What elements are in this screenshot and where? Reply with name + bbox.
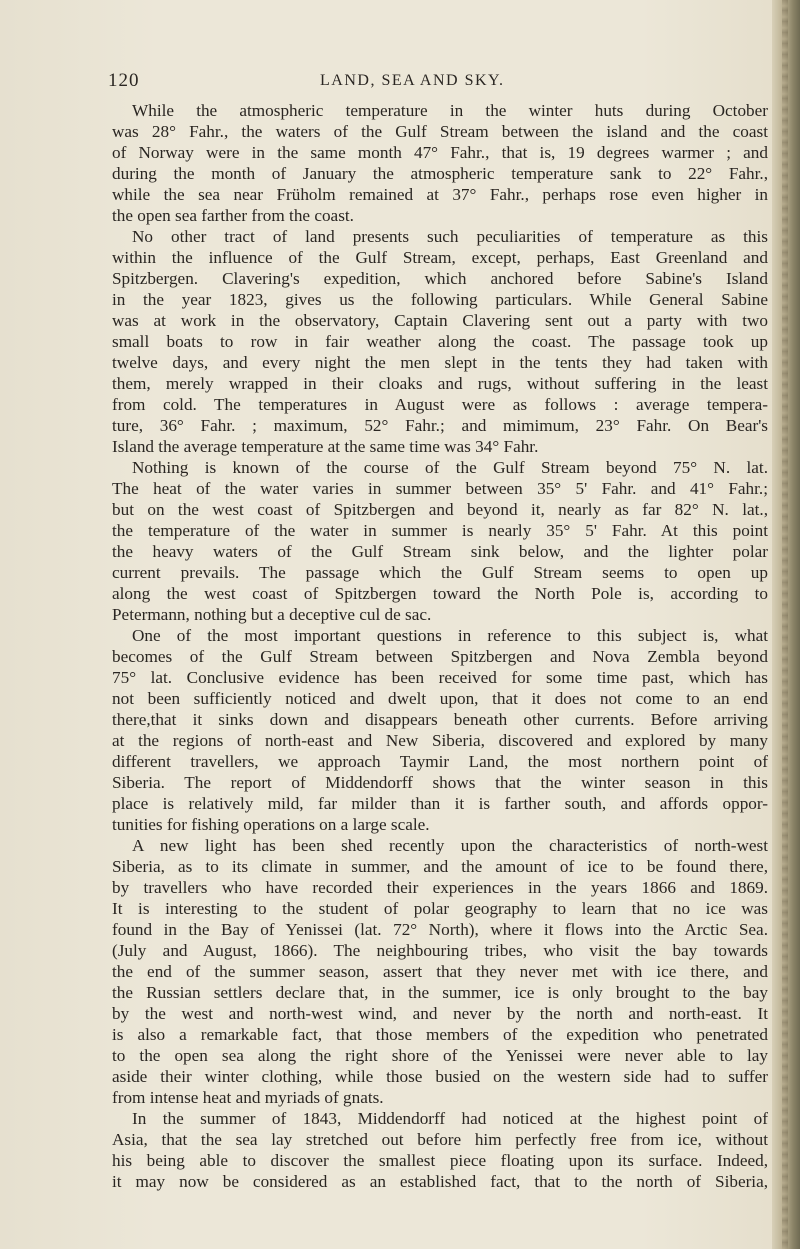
body-text (112, 100, 768, 1192)
text-line: the end of the summer season, assert that they never met with ice there, and (112, 962, 768, 981)
text-line: Siberia, as to its climate in summer, and the amount of ice to be found there, (112, 857, 768, 876)
text-line: ture, 36° Fahr. ; maximum, 52° Fahr.; and mimimum, 23° Fahr. On Bear's (112, 416, 768, 435)
text-line: the heavy waters of the Gulf Stream sink below, and the lighter polar (112, 542, 768, 561)
text-line: 75° lat. Conclusive evidence has been received for some time past, which has (112, 668, 768, 687)
text-line: the Russian settlers declare that, in the summer, ice is only brought to the bay (112, 983, 768, 1002)
text-line: not been sufficiently noticed and dwelt upon, that it does not come to an end (112, 689, 768, 708)
text-line: along the west coast of Spitzbergen toward the North Pole is, according to (112, 584, 768, 603)
text-line: Asia, that the sea lay stretched out before him perfectly free from ice, without (112, 1130, 768, 1149)
text-line: A new light has been shed recently upon the characteristics of north-west (132, 836, 768, 855)
page-edge-shadow (772, 0, 800, 1249)
text-line: it may now be considered as an established fact, that to the north of Siberia, (112, 1172, 768, 1191)
text-line: by the west and north-west wind, and never by the north and north-east. It (112, 1004, 768, 1023)
text-line: place is relatively mild, far milder than it is farther south, and affords oppor- (112, 794, 768, 813)
text-line: was at work in the observatory, Captain Clavering sent out a party with two (112, 311, 768, 330)
text-line: the temperature of the water in summer is nearly 35° 5' Fahr. At this point (112, 521, 768, 540)
text-line: from cold. The temperatures in August were as follows : average tempera- (112, 395, 768, 414)
text-line: was 28° Fahr., the waters of the Gulf Stream between the island and the coast (112, 122, 768, 141)
page-number: 120 (108, 70, 140, 91)
text-line: Spitzbergen. Clavering's expedition, which anchored before Sabine's Island (112, 269, 768, 288)
text-line: there,that it sinks down and disappears beneath other currents. Before arriving (112, 710, 768, 729)
text-line: tunities for fishing operations on a large scale. (112, 815, 430, 834)
text-line: different travellers, we approach Taymir Land, the most northern point of (112, 752, 768, 771)
text-line: aside their winter clothing, while those busied on the western side had to suffer (112, 1067, 768, 1086)
text-line: While the atmospheric temperature in the winter huts during October (132, 101, 768, 120)
text-line: Petermann, nothing but a deceptive cul de sac. (112, 605, 432, 624)
text-line: during the month of January the atmospheric temperature sank to 22° Fahr., (112, 164, 768, 183)
text-line: in the year 1823, gives us the following particulars. While General Sabine (112, 290, 768, 309)
text-line: while the sea near Früholm remained at 37° Fahr., perhaps rose even higher in (112, 185, 768, 204)
text-line: at the regions of north-east and New Siberia, discovered and explored by many (112, 731, 768, 750)
text-line: the open sea farther from the coast. (112, 206, 354, 225)
text-line: No other tract of land presents such peculiarities of temperature as this (132, 227, 768, 246)
text-line: to the open sea along the right shore of the Yenissei were never able to lay (112, 1046, 768, 1065)
text-line: found in the Bay of Yenissei (lat. 72° North), where it flows into the Arctic Sea. (112, 920, 768, 939)
running-title: LAND, SEA AND SKY. (320, 72, 505, 89)
text-line: is also a remarkable fact, that those members of the expedition who penetrated (112, 1025, 768, 1044)
text-line: within the influence of the Gulf Stream, except, perhaps, East Greenland and (112, 248, 768, 267)
text-line: Siberia. The report of Middendorff shows that the winter season in this (112, 773, 768, 792)
text-line: twelve days, and every night the men slept in the tents they had taken with (112, 353, 768, 372)
text-line: by travellers who have recorded their experiences in the years 1866 and 1869. (112, 878, 768, 897)
text-line: from intense heat and myriads of gnats. (112, 1088, 384, 1107)
text-line: of Norway were in the same month 47° Fahr., that is, 19 degrees warmer ; and (112, 143, 768, 162)
text-line: Island the average temperature at the same time was 34° Fahr. (112, 437, 539, 456)
text-line: his being able to discover the smallest piece floating upon its surface. Indeed, (112, 1151, 768, 1170)
text-line: current prevails. The passage which the Gulf Stream seems to open up (112, 563, 768, 582)
text-line: them, merely wrapped in their cloaks and rugs, without suffering in the least (112, 374, 768, 393)
text-line: (July and August, 1866). The neighbouring tribes, who visit the bay towards (112, 941, 768, 960)
text-line: It is interesting to the student of polar geography to learn that no ice was (112, 899, 768, 918)
text-line: Nothing is known of the course of the Gulf Stream beyond 75° N. lat. (132, 458, 768, 477)
text-line: becomes of the Gulf Stream between Spitzbergen and Nova Zembla beyond (112, 647, 768, 666)
text-line: The heat of the water varies in summer between 35° 5' Fahr. and 41° Fahr.; (112, 479, 768, 498)
text-line: small boats to row in fair weather along the coast. The passage took up (112, 332, 768, 351)
text-line: One of the most important questions in reference to this subject is, what (132, 626, 768, 645)
text-line: In the summer of 1843, Middendorff had noticed at the highest point of (132, 1109, 768, 1128)
text-line: but on the west coast of Spitzbergen and beyond it, nearly as far 82° N. lat., (112, 500, 768, 519)
